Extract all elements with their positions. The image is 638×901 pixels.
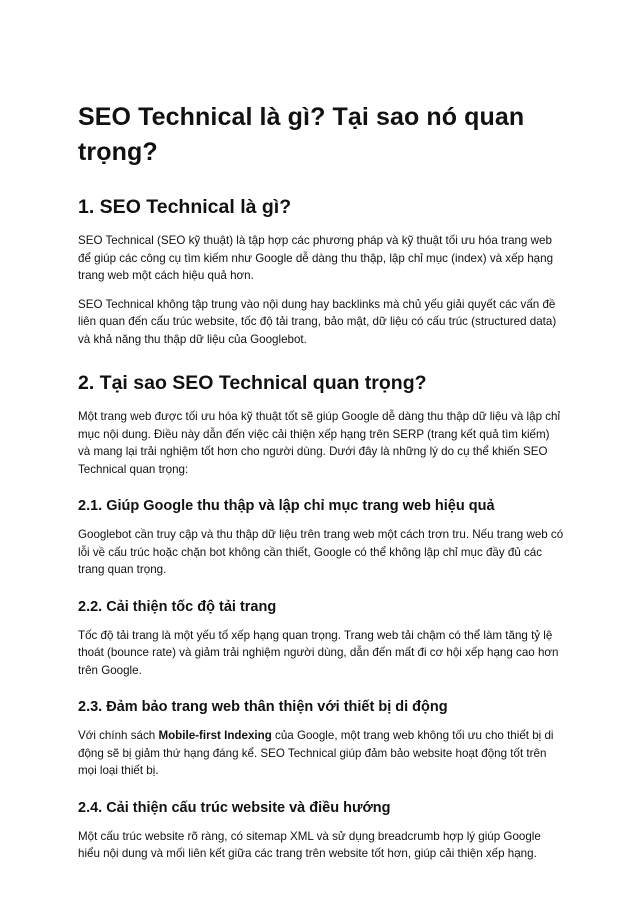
document-page (78, 100, 564, 874)
subsection-2-2-text: Tốc độ tải trang là một yếu tố xếp hạng quan trọng. Trang web tải chậm có thể làm tăng tỷ lệ thoát (bounce rate) và giảm trải nghiệm người dùng, dẫn đến mất đi cơ hội xếp hạng cao hơn trên Google. (78, 628, 559, 677)
subsection-2-3-heading: 2.3. Đảm bảo trang web thân thiện với thiết bị di động (78, 699, 448, 715)
mobile-first-indexing-term: Mobile-first Indexing (158, 729, 272, 742)
subsection-2-4-text: Một cấu trúc website rõ ràng, có sitemap XML và sử dụng breadcrumb hợp lý giúp Google hiểu nội dung và mối liên kết giữa các trang trên website tốt hơn, giúp cải thiện xếp hạng. (78, 829, 541, 860)
section-1-paragraph-1: SEO Technical (SEO kỹ thuật) là tập hợp các phương pháp và kỹ thuật tối ưu hóa trang web để giúp các công cụ tìm kiếm như Google dễ dàng thu thập, lập chỉ mục (index) và xếp hạng trang web một cách hiệu quả hơn. (78, 234, 554, 282)
subsection-2-1-heading: 2.1. Giúp Google thu thập và lập chỉ mục trang web hiệu quả (78, 498, 495, 514)
section-1-paragraph-2: SEO Technical không tập trung vào nội dung hay backlinks mà chủ yếu giải quyết các vấn đề liên quan đến cấu trúc website, tốc độ tải trang, bảo mật, dữ liệu có cấu trúc (structured data) và khả năng thu thập dữ liệu của Googlebot. (78, 297, 557, 346)
subsection-2-3-text-before: Với chính sách (78, 729, 159, 742)
subsection-2-1-text: Googlebot cần truy cập và thu thập dữ liệu trên trang web một cách trơn tru. Nếu trang web có lỗi về cấu trúc hoặc chặn bot không cần thiết, Google có thể không lập chỉ mục đầy đủ các trang quan trọng. (78, 528, 564, 576)
subsection-2-4-heading: 2.4. Cải thiện cấu trúc website và điều hướng (78, 799, 391, 816)
section-2-intro: Một trang web được tối ưu hóa kỹ thuật tốt sẽ giúp Google dễ dàng thu thập dữ liệu và lập chỉ mục nội dung. Điều này dẫn đến việc cải thiện xếp hạng trên SERP (trang kết quả tìm kiếm) và mang lại trải nghiệm tốt hơn cho người dùng. Dưới đây là những lý do cụ thể khiến SEO Technical quan trọng: (78, 410, 561, 476)
subsection-2-3-text (78, 727, 564, 780)
subsection-2-2-heading: 2.2. Cải thiện tốc độ tải trang (78, 598, 277, 615)
section-1-heading: 1. SEO Technical là gì? (78, 196, 292, 218)
subsection-2-3-text-after: của Google, một trang web không tối ưu cho thiết bị di động sẽ bị giảm thứ hạng đáng kể. SEO Technical giúp đảm bảo website hoạt động tốt trên mọi loại thiết bị. (78, 729, 554, 777)
section-2-heading: 2. Tại sao SEO Technical quan trọng? (78, 372, 427, 394)
document-title: SEO Technical là gì? Tại sao nó quan trọng? (78, 103, 525, 166)
